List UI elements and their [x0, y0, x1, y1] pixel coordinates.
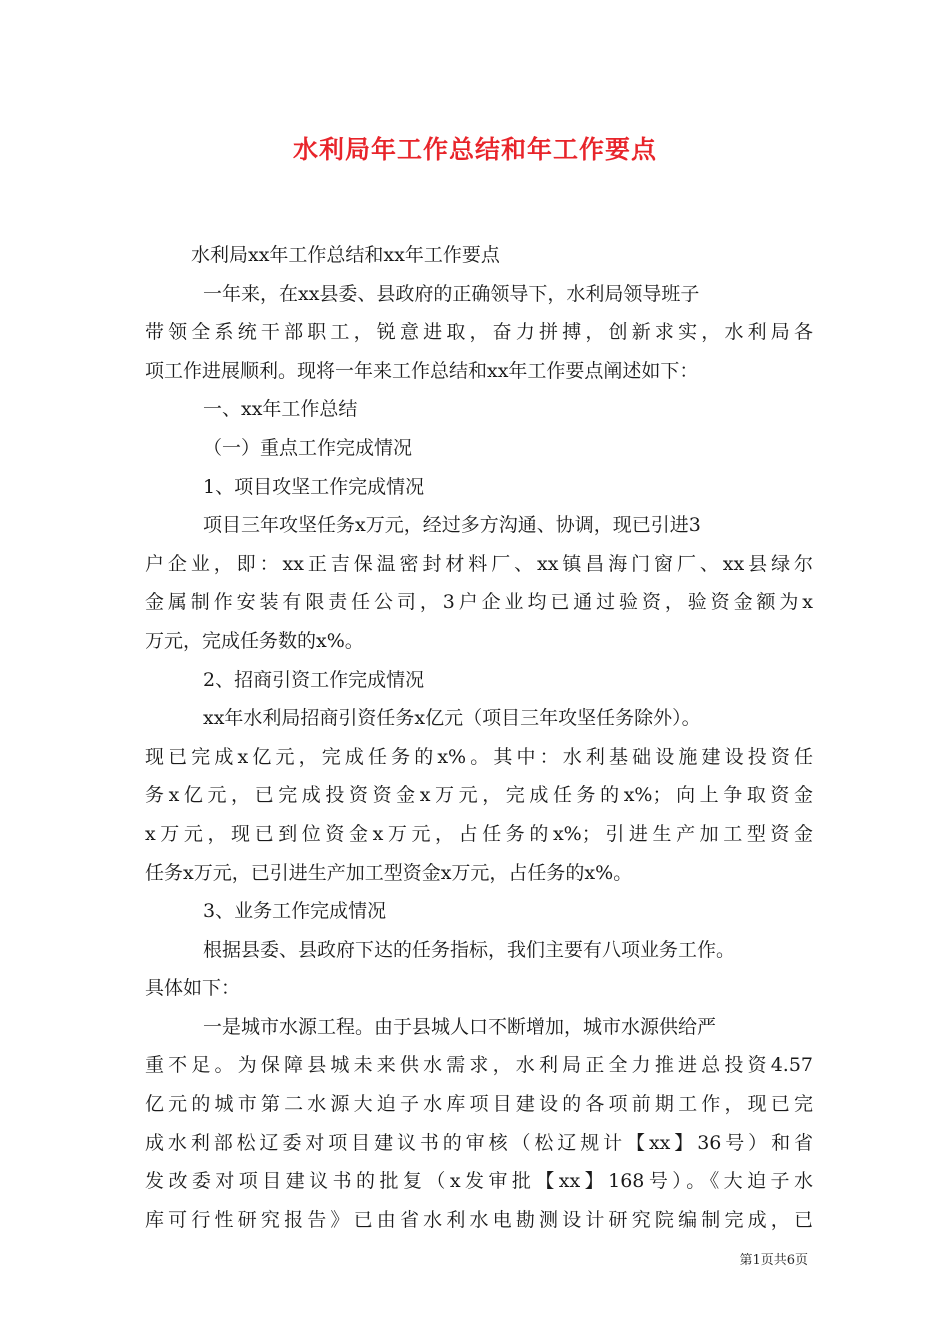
text-line: 3、业务工作完成情况: [203, 900, 387, 923]
text-line: 1、项目攻坚工作完成情况: [203, 475, 425, 498]
page-number: 第1页共6页: [739, 1253, 808, 1268]
text-line: 带领全系统干部职工，锐意进取，奋力拼搏，创新求实，水利局各: [145, 321, 813, 344]
text-line: 金属制作安装有限责任公司，3户企业均已通过验资，验资金额为x: [145, 591, 813, 614]
text-line: 具体如下：: [145, 977, 241, 1000]
text-line: （一）重点工作完成情况: [203, 436, 413, 459]
text-line: 重不足。为保障县城未来供水需求，水利局正全力推进总投资4.57: [145, 1054, 813, 1077]
text-line: 万元，完成任务数的x%。: [145, 629, 364, 652]
text-line: 务x亿元，已完成投资资金x万元，完成任务的x%；向上争取资金: [145, 784, 813, 807]
text-line: 发改委对项目建议书的批复（x发审批【xx】168号）。《大迫子水: [145, 1170, 813, 1193]
document-body: [145, 236, 813, 1239]
text-line: 项目三年攻坚任务x万元，经过多方沟通、协调，现已引进3: [203, 514, 701, 537]
text-line: 任务x万元，已引进生产加工型资金x万元，占任务的x%。: [145, 861, 633, 884]
text-line: 水利局xx年工作总结和xx年工作要点: [191, 244, 500, 266]
text-line: 一、xx年工作总结: [203, 398, 358, 421]
text-line: 一是城市水源工程。由于县城人口不断增加，城市水源供给严: [203, 1015, 717, 1038]
text-line: x万元，现已到位资金x万元，占任务的x%；引进生产加工型资金: [145, 822, 813, 845]
text-line: 2、招商引资工作完成情况: [203, 668, 425, 691]
text-line: 项工作进展顺利。现将一年来工作总结和xx年工作要点阐述如下：: [145, 359, 699, 382]
text-line: 亿元的城市第二水源大迫子水库项目建设的各项前期工作，现已完: [145, 1093, 813, 1116]
text-line: 现已完成x亿元，完成任务的x%。其中：水利基础设施建设投资任: [145, 745, 813, 768]
text-line: 一年来，在xx县委、县政府的正确领导下，水利局领导班子: [203, 282, 700, 305]
text-line: 库可行性研究报告》已由省水利水电勘测设计研究院编制完成，已: [145, 1208, 813, 1231]
text-line: 根据县委、县政府下达的任务指标，我们主要有八项业务工作。: [203, 938, 736, 961]
text-line: 成水利部松辽委对项目建议书的审核（松辽规计【xx】36号）和省: [145, 1131, 813, 1154]
text-line: xx年水利局招商引资任务x亿元（项目三年攻坚任务除外）。: [203, 707, 701, 730]
text-line: 户企业，即：xx正吉保温密封材料厂、xx镇昌海门窗厂、xx县绿尔: [145, 552, 813, 575]
document-title: 水利局年工作总结和年工作要点: [292, 135, 657, 164]
